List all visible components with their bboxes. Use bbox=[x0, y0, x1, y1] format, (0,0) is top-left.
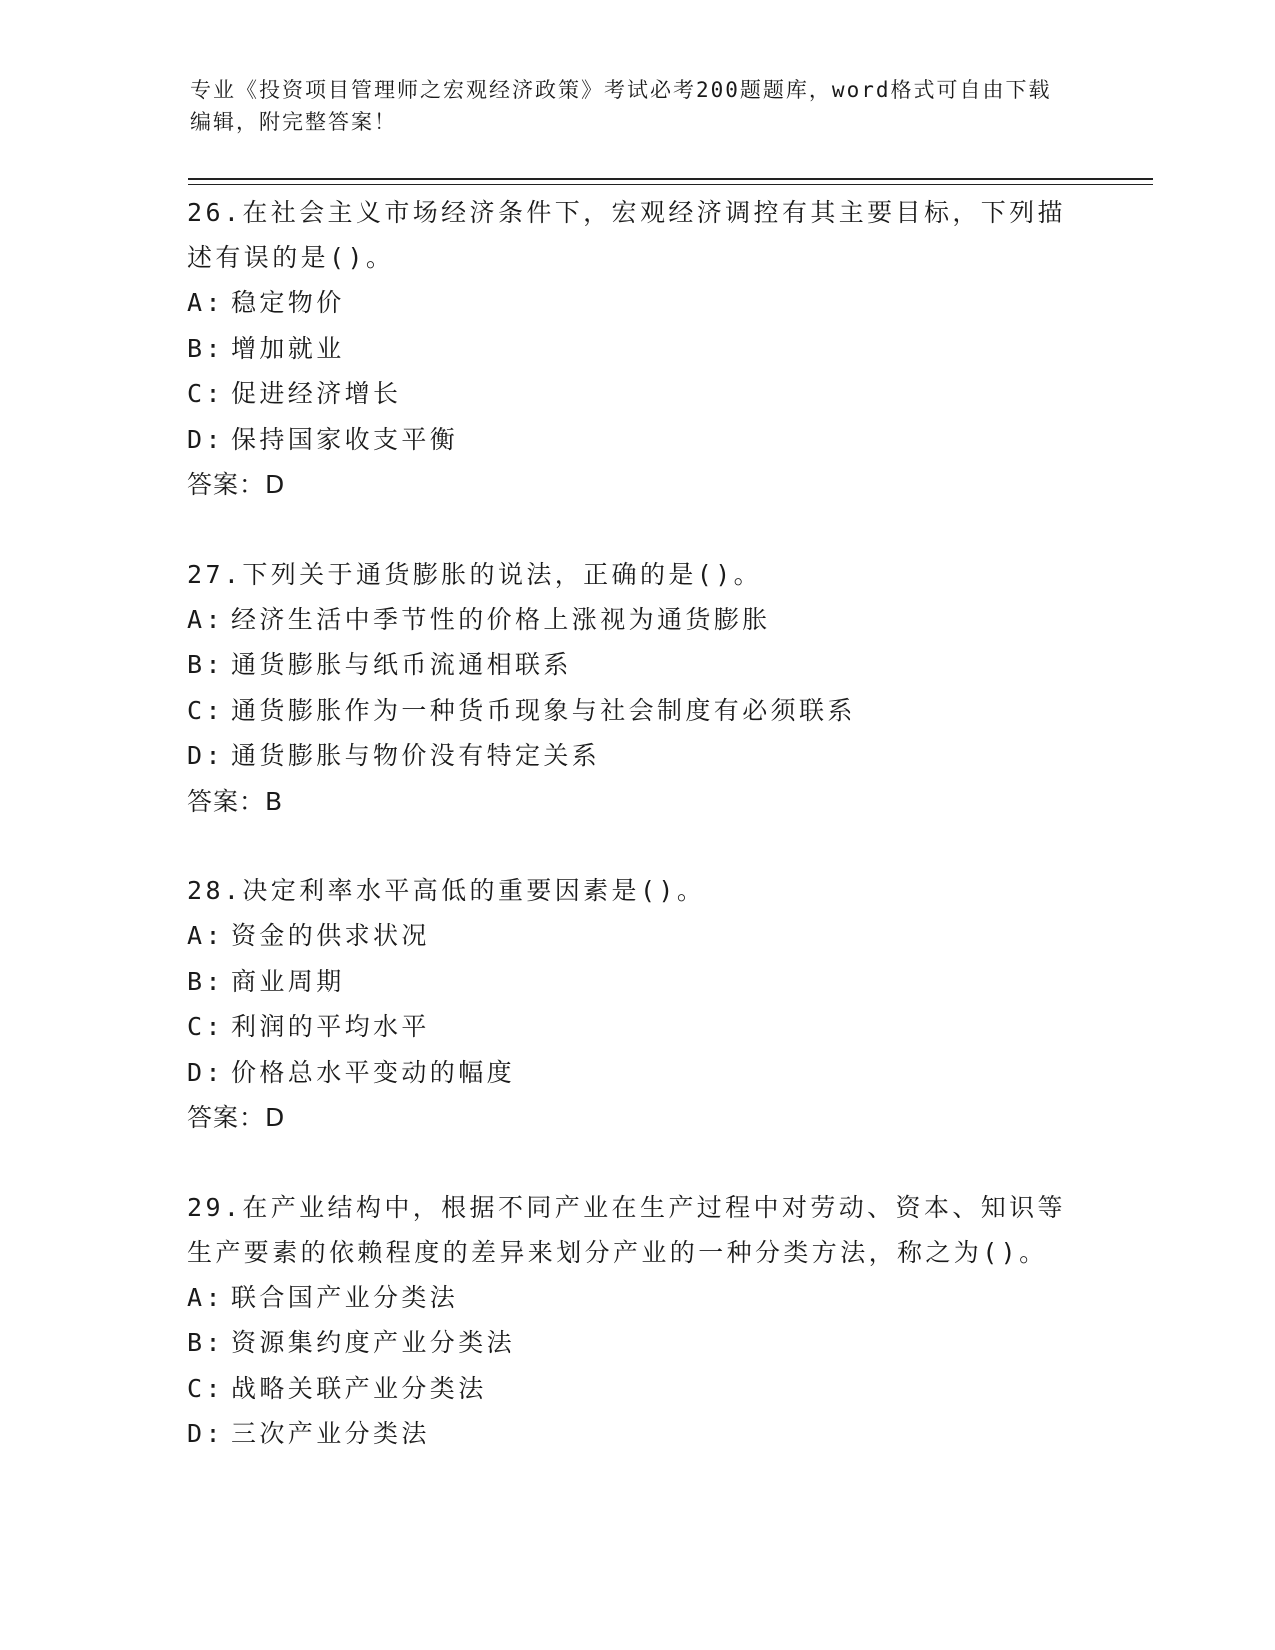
option-key: B: bbox=[187, 1328, 224, 1357]
option-text: 保持国家收支平衡 bbox=[231, 424, 459, 454]
question-stem: 28.决定利率水平高低的重要因素是()。 bbox=[187, 876, 706, 905]
option-d bbox=[187, 1411, 1087, 1457]
option-a bbox=[187, 1275, 1087, 1321]
option-key: A: bbox=[187, 921, 224, 950]
option-text: 促进经济增长 bbox=[231, 379, 402, 408]
answer-line: 答案：D bbox=[187, 1103, 286, 1132]
option-text: 通货膨胀与纸币流通相联系 bbox=[231, 650, 572, 679]
option-text: 联合国产业分类法 bbox=[231, 1282, 459, 1312]
option-c bbox=[187, 688, 1087, 734]
option-key: D: bbox=[187, 1419, 224, 1448]
option-key: C: bbox=[187, 695, 224, 725]
question-28 bbox=[187, 868, 1087, 1141]
option-text: 利润的平均水平 bbox=[231, 1012, 430, 1041]
option-c bbox=[187, 371, 1087, 417]
option-key: C: bbox=[187, 1373, 224, 1403]
option-d bbox=[187, 733, 1087, 779]
option-key: D: bbox=[187, 741, 224, 770]
question-29 bbox=[187, 1185, 1087, 1457]
option-b bbox=[187, 959, 1087, 1005]
option-text: 稳定物价 bbox=[231, 288, 345, 317]
option-a bbox=[187, 597, 1087, 643]
option-text: 经济生活中季节性的价格上涨视为通货膨胀 bbox=[231, 604, 771, 634]
header-divider-thin bbox=[188, 184, 1153, 185]
option-b bbox=[187, 326, 1087, 372]
answer-line: 答案：B bbox=[187, 786, 284, 816]
option-key: B: bbox=[187, 966, 224, 996]
option-b bbox=[187, 1320, 1087, 1366]
question-stem: 27.下列关于通货膨胀的说法，正确的是()。 bbox=[187, 559, 763, 589]
option-a bbox=[187, 280, 1087, 326]
option-text: 价格总水平变动的幅度 bbox=[231, 1057, 516, 1087]
document-header: 专业《投资项目管理师之宏观经济政策》考试必考200题题库，word格式可自由下载编辑，附完整答案！ bbox=[190, 78, 1052, 134]
option-key: B: bbox=[187, 650, 224, 679]
option-text: 通货膨胀与物价没有特定关系 bbox=[231, 741, 601, 770]
option-text: 通货膨胀作为一种货币现象与社会制度有必须联系 bbox=[231, 695, 856, 725]
option-key: C: bbox=[187, 1012, 224, 1041]
option-key: D: bbox=[187, 1057, 224, 1087]
option-text: 增加就业 bbox=[231, 333, 345, 363]
question-26 bbox=[187, 190, 1087, 508]
option-a bbox=[187, 913, 1087, 959]
option-d bbox=[187, 1050, 1087, 1096]
question-list bbox=[187, 190, 1087, 1501]
option-d bbox=[187, 417, 1087, 463]
option-key: A: bbox=[187, 604, 224, 634]
question-stem: 26.在社会主义市场经济条件下，宏观经济调控有其主要目标，下列描述有误的是()。 bbox=[187, 198, 1066, 272]
option-text: 战略关联产业分类法 bbox=[231, 1373, 487, 1403]
answer-line: 答案：D bbox=[187, 470, 286, 499]
option-text: 资金的供求状况 bbox=[231, 921, 430, 950]
header-divider-thick bbox=[188, 178, 1153, 180]
question-27 bbox=[187, 552, 1087, 825]
question-stem: 29.在产业结构中，根据不同产业在生产过程中对劳动、资本、知识等生产要素的依赖程度的差异来划分产业的一种分类方法，称之为()。 bbox=[187, 1192, 1066, 1267]
option-key: A: bbox=[187, 1282, 224, 1312]
option-text: 三次产业分类法 bbox=[231, 1419, 430, 1448]
option-text: 资源集约度产业分类法 bbox=[231, 1328, 516, 1357]
option-c bbox=[187, 1366, 1087, 1412]
option-key: A: bbox=[187, 288, 224, 317]
option-key: C: bbox=[187, 379, 224, 408]
option-c bbox=[187, 1004, 1087, 1050]
option-b bbox=[187, 642, 1087, 688]
option-key: D: bbox=[187, 424, 224, 454]
option-text: 商业周期 bbox=[231, 966, 345, 996]
option-key: B: bbox=[187, 333, 224, 363]
